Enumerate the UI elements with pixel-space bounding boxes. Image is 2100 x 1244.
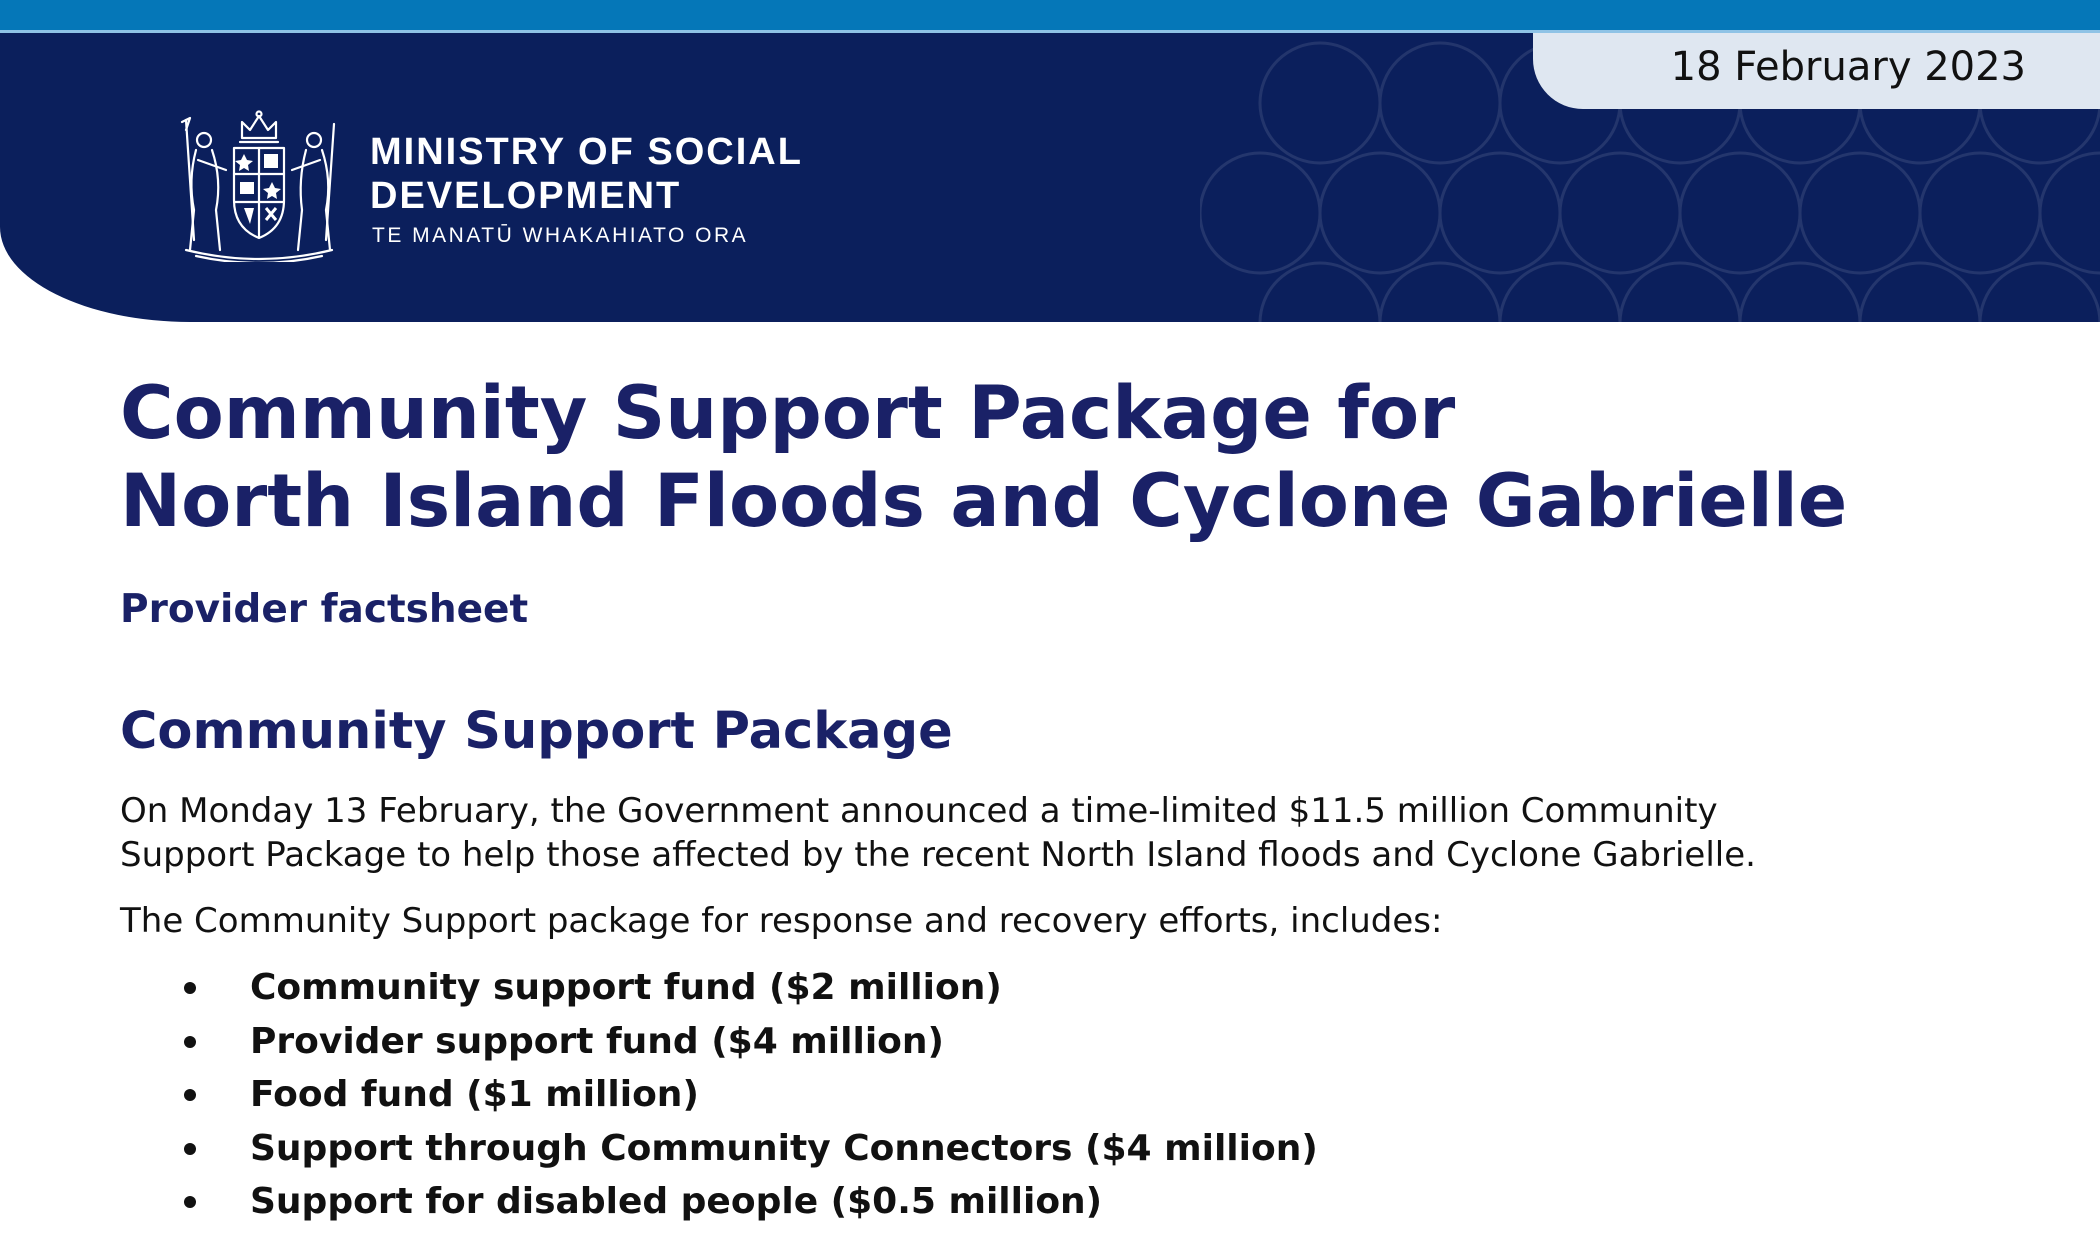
list-item-text: Provider support fund ($4 million) <box>250 1020 944 1062</box>
list-item-text: Food fund ($1 million) <box>250 1074 699 1115</box>
document-title <box>120 370 1847 546</box>
bullet-icon <box>184 1143 196 1155</box>
document-subtitle: Provider factsheet <box>120 587 529 632</box>
list-item <box>120 1068 1318 1122</box>
publication-date: 18 February 2023 <box>1670 44 2026 90</box>
list-item-text: Community support fund ($2 million) <box>250 967 1002 1008</box>
document-title-line2: North Island Floods and Cyclone Gabrielle <box>120 459 1848 544</box>
organization-name <box>370 130 803 218</box>
bullet-icon <box>184 1036 196 1048</box>
list-item <box>120 961 1318 1015</box>
list-item-text: Support through Community Connectors ($4 million) <box>250 1127 1318 1169</box>
list-item <box>120 1175 1318 1229</box>
bullet-icon <box>184 1089 196 1101</box>
section-heading: Community Support Package <box>120 702 953 761</box>
top-accent-stripe <box>0 0 2100 33</box>
document-title-line1: Community Support Package for <box>120 371 1456 456</box>
intro-paragraph-line1: On Monday 13 February, the Government announced a time-limited $11.5 million Community <box>120 791 1718 831</box>
nz-coat-of-arms-icon <box>176 110 342 262</box>
list-item <box>120 1122 1318 1176</box>
bullet-icon <box>184 982 196 994</box>
list-item-text: Support for disabled people ($0.5 million) <box>250 1181 1103 1222</box>
intro-paragraph <box>120 789 1756 877</box>
organization-name-line2: DEVELOPMENT <box>370 175 682 217</box>
organization-name-line1: MINISTRY OF SOCIAL <box>370 131 803 173</box>
intro-paragraph-line2: Support Package to help those affected by the recent North Island floods and Cyclone Gabrielle. <box>120 835 1756 875</box>
package-intro-paragraph: The Community Support package for response and recovery efforts, includes: <box>120 901 1443 941</box>
list-item <box>120 1015 1318 1069</box>
bullet-icon <box>184 1196 196 1208</box>
package-bullet-list <box>120 961 1318 1229</box>
organization-maori-name: TE MANATŪ WHAKAHIATO ORA <box>372 224 749 247</box>
